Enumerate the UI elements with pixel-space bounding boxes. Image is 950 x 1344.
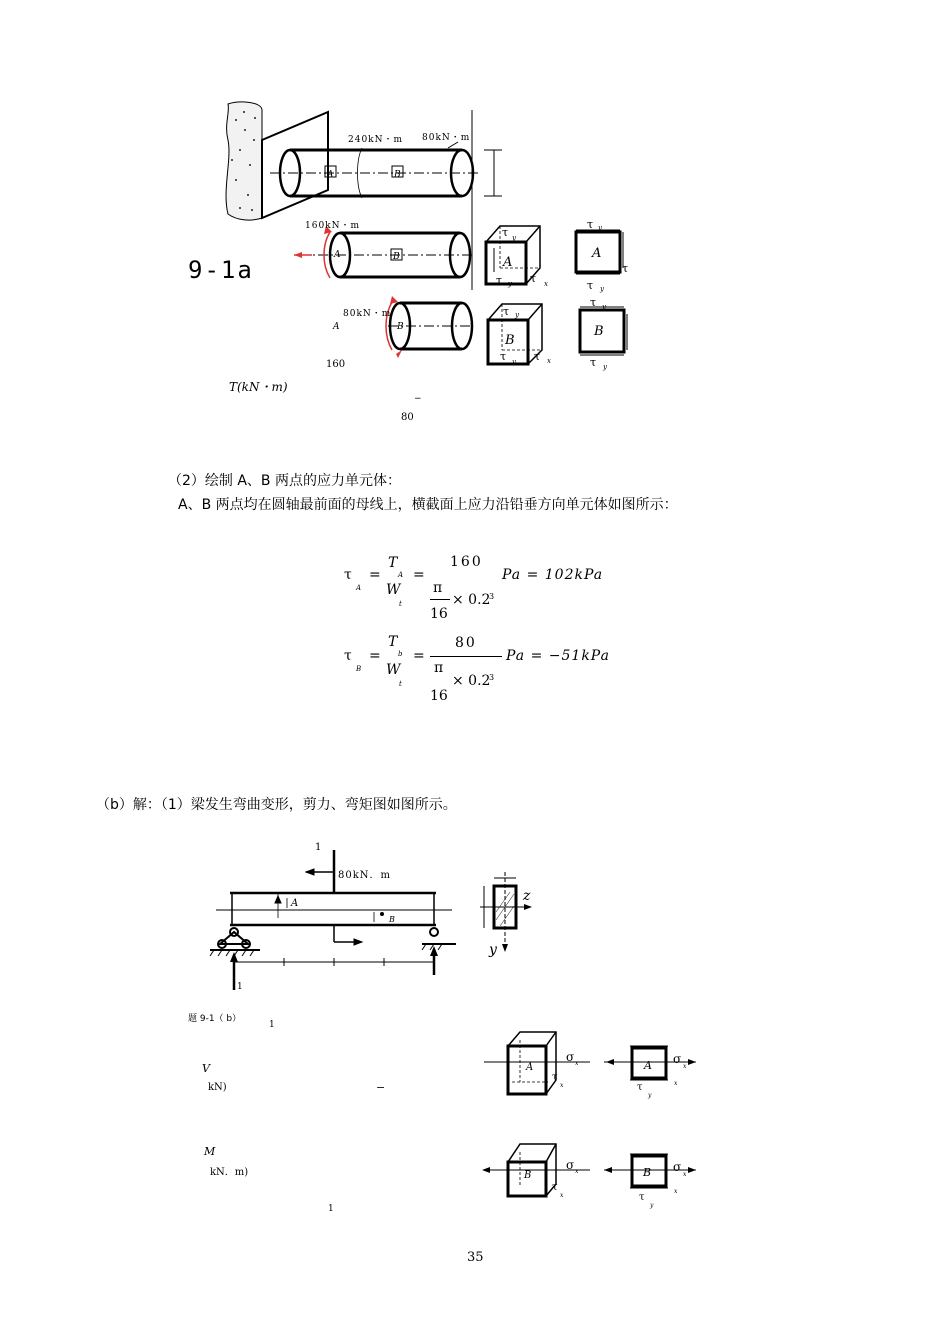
fig-b-axis-y: y bbox=[489, 942, 497, 958]
eqB-result: Pa = −51kPa bbox=[506, 648, 610, 664]
eqA-T: T bbox=[388, 555, 398, 571]
moment-label: M bbox=[204, 1145, 216, 1158]
eqA-times: × 0.2 bbox=[452, 592, 491, 608]
tau-cube-A-top: τ bbox=[502, 226, 509, 239]
cube-B-b-tau: τ bbox=[552, 1182, 558, 1193]
square-B-b-sigma: σ bbox=[673, 1160, 682, 1174]
square-B-sub-y-top: y bbox=[602, 303, 606, 311]
point-A-mid: A bbox=[334, 250, 341, 260]
eqA-small-bar bbox=[430, 599, 450, 600]
square-A-b-sigma-sub: x bbox=[683, 1063, 687, 1070]
cube-A-sub-x: x bbox=[544, 280, 548, 288]
square-B-sub-y-bottom: y bbox=[603, 363, 607, 371]
point-A-low: A bbox=[333, 322, 340, 332]
tau-cube-B-bottom: τ bbox=[500, 350, 507, 363]
moment-unit: kN．m) bbox=[210, 1167, 249, 1178]
square-A-sub-y-bottom: y bbox=[600, 285, 604, 293]
fig-b-axis-z: z bbox=[523, 888, 531, 904]
square-A-label: A bbox=[592, 246, 602, 261]
shear-unit: kN) bbox=[208, 1082, 227, 1093]
eqB-pi: π bbox=[434, 660, 444, 676]
square-B-b-sigma-sub: x bbox=[683, 1171, 687, 1178]
step2-title: （2）绘制 A、B 两点的应力单元体： bbox=[168, 473, 401, 489]
cube-A-b-sigma: σ bbox=[566, 1050, 575, 1064]
cube-A-b-tau-sub: x bbox=[560, 1082, 564, 1089]
tau-square-B-bottom: τ bbox=[590, 356, 597, 369]
eqB-W: W bbox=[386, 662, 401, 678]
eqB-eq2: = bbox=[413, 648, 425, 664]
tau-square-A-bottom: τ bbox=[587, 279, 594, 292]
cube-B-label: B bbox=[505, 333, 515, 348]
square-B-b-tau: τ bbox=[639, 1192, 645, 1203]
square-A-b-tau: τ bbox=[637, 1082, 643, 1093]
eqB-cube: 3 bbox=[489, 673, 495, 682]
fixed-wall bbox=[226, 102, 328, 220]
beam bbox=[216, 850, 452, 945]
moment-160-label: 160kN・m bbox=[305, 221, 361, 231]
square-A-b-label: A bbox=[644, 1059, 652, 1072]
eqB-sub: B bbox=[356, 665, 362, 673]
cube-A-sub-y-bottom: y bbox=[508, 280, 512, 288]
cube-B-sub-y-bottom: y bbox=[512, 358, 516, 366]
torque-value-80: 80 bbox=[401, 412, 414, 423]
eqA-result: Pa = 102kPa bbox=[502, 567, 604, 583]
cube-B-sub-y-top: y bbox=[515, 311, 519, 319]
tau-square-A-top: τ bbox=[587, 218, 594, 231]
point-B-mid: B bbox=[393, 252, 400, 262]
torque-minus: − bbox=[414, 394, 422, 404]
square-A-sub-y-top: y bbox=[598, 224, 602, 232]
eqB-times: × 0.2 bbox=[452, 673, 491, 689]
figure-9-1a-drawing bbox=[0, 0, 950, 440]
fig-b-top-one: 1 bbox=[315, 842, 322, 853]
cube-B-b-label: B bbox=[524, 1170, 532, 1181]
cube-A-b-label: A bbox=[526, 1062, 534, 1073]
square-B-b-x: x bbox=[674, 1188, 678, 1195]
eqA-sub: A bbox=[356, 584, 362, 592]
fig-b-point-A: A bbox=[291, 898, 299, 909]
square-B-b-label: B bbox=[643, 1166, 652, 1179]
left-support bbox=[210, 928, 260, 990]
eqB-value-num: 80 bbox=[455, 635, 477, 651]
shear-label: V bbox=[202, 1062, 210, 1075]
cube-B-b-sigma: σ bbox=[566, 1158, 575, 1172]
eqA-sixteen: 16 bbox=[430, 606, 448, 622]
torque-value-160: 160 bbox=[326, 359, 346, 370]
eqB-sixteen: 16 bbox=[430, 688, 448, 704]
torque-axis-label: T(kN・m) bbox=[229, 380, 288, 394]
eqA-value-num: 160 bbox=[450, 554, 483, 570]
cube-A-sub-y-top: y bbox=[512, 234, 516, 242]
eqA-pi: π bbox=[433, 580, 443, 596]
square-B-b-tau-sub: y bbox=[650, 1202, 654, 1209]
square-A-b-sigma: σ bbox=[673, 1052, 682, 1066]
square-A-b-x: x bbox=[674, 1080, 678, 1087]
moment-80-top-label: 80kN・m bbox=[422, 133, 471, 143]
eqA-eq2: = bbox=[413, 567, 425, 583]
tau-cube-B-top: τ bbox=[503, 305, 510, 318]
moment-80-mid-label: 80kN・m bbox=[343, 309, 392, 319]
cube-B-sub-x: x bbox=[547, 357, 551, 365]
eqB-T: T bbox=[388, 634, 398, 650]
moment-one: 1 bbox=[328, 1204, 334, 1214]
square-A-b-tau-sub: y bbox=[648, 1092, 652, 1099]
fig-b-moment: 80kN．m bbox=[338, 870, 392, 881]
page-number: 35 bbox=[467, 1250, 484, 1265]
point-B-top: B bbox=[394, 170, 401, 180]
eqB-fraction-bar bbox=[430, 656, 502, 657]
eqA-eq1: = bbox=[369, 567, 381, 583]
span-dimension bbox=[234, 958, 434, 966]
cube-A-b-tau: τ bbox=[552, 1072, 558, 1083]
eqB-T-sub: b bbox=[398, 650, 403, 658]
eqA-T-sub: A bbox=[398, 571, 404, 579]
cube-B-b-tau-sub: x bbox=[560, 1192, 564, 1199]
fig-b-caption-one: 1 bbox=[269, 1020, 275, 1030]
point-B-low: B bbox=[397, 322, 404, 332]
tau-square-B-top: τ bbox=[590, 296, 597, 309]
eqB-tau: τ bbox=[344, 648, 352, 664]
eqA-cube: 3 bbox=[489, 592, 495, 601]
fig-b-caption: 题 9-1（ b） bbox=[188, 1014, 242, 1024]
eqA-tau: τ bbox=[344, 567, 352, 583]
cube-A-label: A bbox=[503, 255, 513, 270]
cube-B-b-sigma-sub: x bbox=[575, 1168, 579, 1175]
moment-240-label: 240kN・m bbox=[348, 135, 404, 145]
cube-A-b-sigma-sub: x bbox=[575, 1060, 579, 1067]
eqA-W-sub: t bbox=[399, 600, 402, 608]
eqB-W-sub: t bbox=[399, 680, 402, 688]
shaft-section-1 bbox=[294, 226, 472, 278]
tau-square-A-right: τ bbox=[622, 262, 629, 275]
eqA-W: W bbox=[386, 582, 401, 598]
tau-cube-A-right: τ bbox=[530, 272, 537, 285]
eqB-eq1: = bbox=[369, 648, 381, 664]
fig-b-bottom-one: 1 bbox=[237, 982, 243, 992]
figure-a-label: 9-1a bbox=[188, 256, 254, 284]
point-A-top: A bbox=[327, 170, 334, 180]
part-b-intro: （b）解：（1）梁发生弯曲变形，剪力、弯矩图如图所示。 bbox=[96, 797, 457, 813]
tau-cube-B-right: τ bbox=[534, 350, 541, 363]
step2-body: A、B 两点均在圆轴最前面的母线上，横截面上应力沿铅垂方向单元体如图所示： bbox=[178, 497, 678, 513]
fig-b-point-B: B bbox=[389, 915, 395, 924]
square-B-label: B bbox=[594, 324, 604, 339]
right-support bbox=[422, 928, 456, 975]
cross-section bbox=[480, 872, 532, 952]
tau-cube-A-bottom: τ bbox=[496, 274, 503, 287]
shear-minus: − bbox=[376, 1081, 386, 1094]
